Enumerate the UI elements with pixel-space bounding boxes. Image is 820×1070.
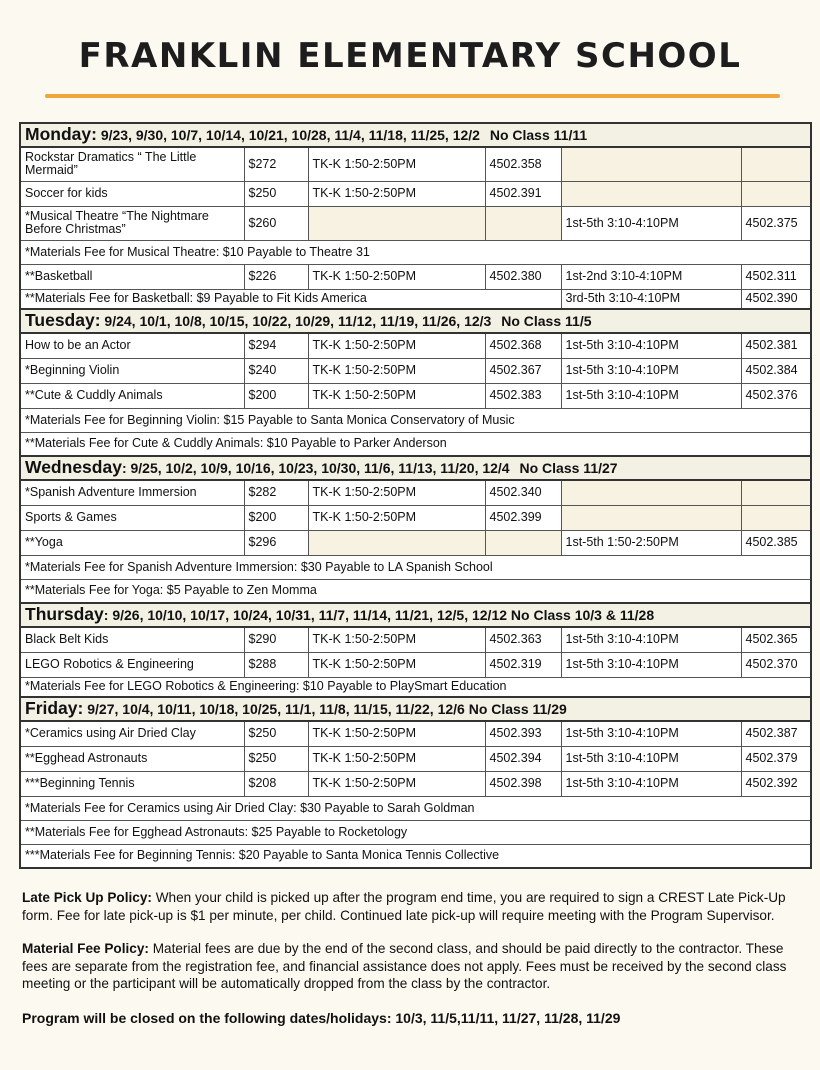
materials-note-row: [20, 820, 811, 844]
page-title: FRANKLIN ELEMENTARY SCHOOL: [78, 36, 742, 76]
grade-time-cell: 1st-5th 3:10-4:10PM: [561, 721, 741, 746]
grade-time-cell: 1st-5th 3:10-4:10PM: [561, 333, 741, 358]
grade-time-cell: 1st-5th 3:10-4:10PM: [561, 358, 741, 383]
late-policy-label: Late Pick Up Policy:: [22, 890, 152, 905]
grade-code-cell: 4502.384: [741, 358, 811, 383]
no-class-note: No Class 11/29: [468, 701, 567, 717]
material-fee-policy: [22, 940, 808, 993]
grade-code-cell: 4502.392: [741, 771, 811, 796]
tk-time-cell: TK-K 1:50-2:50PM: [308, 181, 485, 206]
grade-code-cell: 4502.381: [741, 333, 811, 358]
materials-note-row: [20, 677, 811, 697]
table-row: [20, 181, 811, 206]
tk-code-cell: 4502.393: [485, 721, 561, 746]
class-name-cell: *Beginning Violin: [20, 358, 244, 383]
materials-note: **Materials Fee for Basketball: $9 Payable to Fit Kids America: [20, 289, 561, 309]
materials-note-row: [20, 408, 811, 432]
table-row: [20, 358, 811, 383]
day-dates: 9/27, 10/4, 10/11, 10/18, 10/25, 11/1, 11/8, 11/15, 11/22, 12/6: [87, 701, 465, 717]
tk-time-cell: TK-K 1:50-2:50PM: [308, 746, 485, 771]
price-cell: $296: [244, 530, 308, 555]
day-name: Tuesday:: [25, 310, 101, 330]
table-row: [20, 721, 811, 746]
table-row: [20, 147, 811, 181]
no-class-note: No Class 11/5: [501, 313, 592, 329]
tk-time-cell: TK-K 1:50-2:50PM: [308, 264, 485, 289]
grade-time-cell: 1st-5th 3:10-4:10PM: [561, 206, 741, 240]
materials-note-row: [20, 240, 811, 264]
price-cell: $200: [244, 505, 308, 530]
class-name-cell: Black Belt Kids: [20, 627, 244, 652]
tk-code-cell: 4502.391: [485, 181, 561, 206]
day-dates: : 9/25, 10/2, 10/9, 10/16, 10/23, 10/30, 11/6, 11/13, 11/20, 12/4: [121, 460, 510, 476]
class-name-cell: Sports & Games: [20, 505, 244, 530]
table-row: [20, 383, 811, 408]
table-row: [20, 206, 811, 240]
tk-time-cell: TK-K 1:50-2:50PM: [308, 358, 485, 383]
schedule-table: [19, 122, 812, 869]
tk-code-cell: 4502.363: [485, 627, 561, 652]
day-dates: 9/23, 9/30, 10/7, 10/14, 10/21, 10/28, 11/4, 11/18, 11/25, 12/2: [100, 127, 480, 143]
day-name: Thursday: [25, 604, 104, 624]
grade-code-cell: 4502.387: [741, 721, 811, 746]
grade-code-cell: 4502.379: [741, 746, 811, 771]
grade-time-cell: 3rd-5th 3:10-4:10PM: [561, 289, 741, 309]
grade-time-cell: 1st-2nd 3:10-4:10PM: [561, 264, 741, 289]
class-name-cell: How to be an Actor: [20, 333, 244, 358]
grade-time-cell: 1st-5th 3:10-4:10PM: [561, 627, 741, 652]
tk-time-cell: [308, 206, 485, 240]
table-row: [20, 652, 811, 677]
late-policy-text: When your child is picked up after the program end time, you are required to sign a CREST Late Pick-Up form. Fee for late pick-up is $1 per minute, per child. Continued late pick-up will require meeting with the Program Supervisor.: [22, 890, 786, 923]
no-class-note: No Class 11/11: [489, 127, 588, 143]
materials-note-row: [20, 844, 811, 868]
day-header-wednesday: [20, 456, 811, 480]
class-name-cell: Soccer for kids: [20, 181, 244, 206]
materials-note: *Materials Fee for Beginning Violin: $15 Payable to Santa Monica Conservatory of Music: [20, 408, 811, 432]
day-header-friday: [20, 697, 811, 721]
class-name-cell: **Yoga: [20, 530, 244, 555]
table-row: [20, 627, 811, 652]
class-name-cell: **Basketball: [20, 264, 244, 289]
closed-dates: Program will be closed on the following dates/holidays: 10/3, 11/5,11/11, 11/27, 11/28, 11/29: [22, 1009, 621, 1026]
grade-time-cell: 1st-5th 3:10-4:10PM: [561, 746, 741, 771]
tk-code-cell: [485, 206, 561, 240]
grade-code-cell: 4502.365: [741, 627, 811, 652]
day-header-thursday: [20, 603, 811, 627]
table-row: [20, 746, 811, 771]
grade-time-cell: [561, 147, 741, 181]
no-class-note: No Class 10/3 & 11/28: [510, 607, 655, 623]
materials-note: **Materials Fee for Cute & Cuddly Animals: $10 Payable to Parker Anderson: [20, 432, 811, 456]
tk-time-cell: TK-K 1:50-2:50PM: [308, 721, 485, 746]
tk-time-cell: TK-K 1:50-2:50PM: [308, 383, 485, 408]
grade-code-cell: 4502.311: [741, 264, 811, 289]
late-pickup-policy: [22, 889, 808, 924]
price-cell: $250: [244, 181, 308, 206]
class-name-cell: Rockstar Dramatics “ The Little Mermaid”: [20, 147, 244, 181]
materials-note-row: [20, 555, 811, 579]
tk-code-cell: 4502.399: [485, 505, 561, 530]
day-name: Wednesday: [25, 457, 122, 477]
grade-code-cell: [741, 181, 811, 206]
price-cell: $250: [244, 746, 308, 771]
price-cell: $226: [244, 264, 308, 289]
materials-note-row: [20, 289, 811, 309]
tk-code-cell: 4502.383: [485, 383, 561, 408]
tk-code-cell: 4502.340: [485, 480, 561, 505]
tk-time-cell: TK-K 1:50-2:50PM: [308, 505, 485, 530]
day-name: Monday:: [25, 124, 97, 144]
class-name-cell: *Spanish Adventure Immersion: [20, 480, 244, 505]
class-name-cell: **Egghead Astronauts: [20, 746, 244, 771]
tk-time-cell: TK-K 1:50-2:50PM: [308, 333, 485, 358]
table-row: [20, 530, 811, 555]
price-cell: $250: [244, 721, 308, 746]
grade-code-cell: [741, 480, 811, 505]
materials-note: **Materials Fee for Yoga: $5 Payable to Zen Momma: [20, 579, 811, 603]
tk-time-cell: TK-K 1:50-2:50PM: [308, 652, 485, 677]
table-row: [20, 264, 811, 289]
grade-time-cell: 1st-5th 3:10-4:10PM: [561, 771, 741, 796]
price-cell: $200: [244, 383, 308, 408]
table-row: [20, 505, 811, 530]
price-cell: $290: [244, 627, 308, 652]
tk-code-cell: 4502.367: [485, 358, 561, 383]
day-name: Friday:: [25, 698, 84, 718]
day-dates: : 9/26, 10/10, 10/17, 10/24, 10/31, 11/7, 11/14, 11/21, 12/5, 12/12: [103, 607, 508, 623]
materials-note-row: [20, 432, 811, 456]
class-name-cell: ***Beginning Tennis: [20, 771, 244, 796]
materials-note: ***Materials Fee for Beginning Tennis: $20 Payable to Santa Monica Tennis Collective: [20, 844, 811, 868]
tk-code-cell: 4502.358: [485, 147, 561, 181]
tk-time-cell: TK-K 1:50-2:50PM: [308, 771, 485, 796]
policies-section: [22, 889, 808, 1044]
grade-code-cell: [741, 147, 811, 181]
materials-note: **Materials Fee for Egghead Astronauts: $25 Payable to Rocketology: [20, 820, 811, 844]
day-header-monday: [20, 123, 811, 147]
tk-time-cell: TK-K 1:50-2:50PM: [308, 147, 485, 181]
materials-note: *Materials Fee for Spanish Adventure Immersion: $30 Payable to LA Spanish School: [20, 555, 811, 579]
price-cell: $240: [244, 358, 308, 383]
no-class-note: No Class 11/27: [519, 460, 618, 476]
material-policy-text: Material fees are due by the end of the second class, and should be paid directly to the contractor. These fees are separate from the registration fee, and financial assistance does not apply. Fees must be received by the second class meeting or the participant will be automatically dropped from the class by the contractor.: [22, 941, 787, 991]
class-name-cell: LEGO Robotics & Engineering: [20, 652, 244, 677]
materials-note-row: [20, 579, 811, 603]
title-underline: [45, 94, 780, 98]
class-name-cell: *Ceramics using Air Dried Clay: [20, 721, 244, 746]
grade-time-cell: 1st-5th 1:50-2:50PM: [561, 530, 741, 555]
tk-code-cell: 4502.398: [485, 771, 561, 796]
table-row: [20, 333, 811, 358]
tk-code-cell: 4502.380: [485, 264, 561, 289]
tk-code-cell: [485, 530, 561, 555]
class-name-cell: *Musical Theatre “The Nightmare Before Christmas”: [20, 206, 244, 240]
material-policy-label: Material Fee Policy:: [22, 941, 149, 956]
grade-time-cell: [561, 480, 741, 505]
tk-time-cell: TK-K 1:50-2:50PM: [308, 480, 485, 505]
tk-code-cell: 4502.319: [485, 652, 561, 677]
grade-code-cell: 4502.370: [741, 652, 811, 677]
grade-code-cell: 4502.376: [741, 383, 811, 408]
table-row: [20, 480, 811, 505]
grade-code-cell: 4502.385: [741, 530, 811, 555]
tk-time-cell: TK-K 1:50-2:50PM: [308, 627, 485, 652]
tk-code-cell: 4502.394: [485, 746, 561, 771]
materials-note: *Materials Fee for Musical Theatre: $10 Payable to Theatre 31: [20, 240, 811, 264]
materials-note: *Materials Fee for Ceramics using Air Dried Clay: $30 Payable to Sarah Goldman: [20, 796, 811, 820]
grade-time-cell: [561, 181, 741, 206]
tk-code-cell: 4502.368: [485, 333, 561, 358]
grade-time-cell: 1st-5th 3:10-4:10PM: [561, 383, 741, 408]
price-cell: $272: [244, 147, 308, 181]
price-cell: $294: [244, 333, 308, 358]
price-cell: $260: [244, 206, 308, 240]
tk-time-cell: [308, 530, 485, 555]
grade-time-cell: [561, 505, 741, 530]
grade-code-cell: 4502.390: [741, 289, 811, 309]
day-dates: 9/24, 10/1, 10/8, 10/15, 10/22, 10/29, 11/12, 11/19, 11/26, 12/3: [104, 313, 492, 329]
materials-note: *Materials Fee for LEGO Robotics & Engineering: $10 Payable to PlaySmart Education: [20, 677, 811, 697]
table-row: [20, 771, 811, 796]
grade-code-cell: [741, 505, 811, 530]
class-name-cell: **Cute & Cuddly Animals: [20, 383, 244, 408]
materials-note-row: [20, 796, 811, 820]
price-cell: $288: [244, 652, 308, 677]
price-cell: $282: [244, 480, 308, 505]
price-cell: $208: [244, 771, 308, 796]
grade-time-cell: 1st-5th 3:10-4:10PM: [561, 652, 741, 677]
grade-code-cell: 4502.375: [741, 206, 811, 240]
day-header-tuesday: [20, 309, 811, 333]
